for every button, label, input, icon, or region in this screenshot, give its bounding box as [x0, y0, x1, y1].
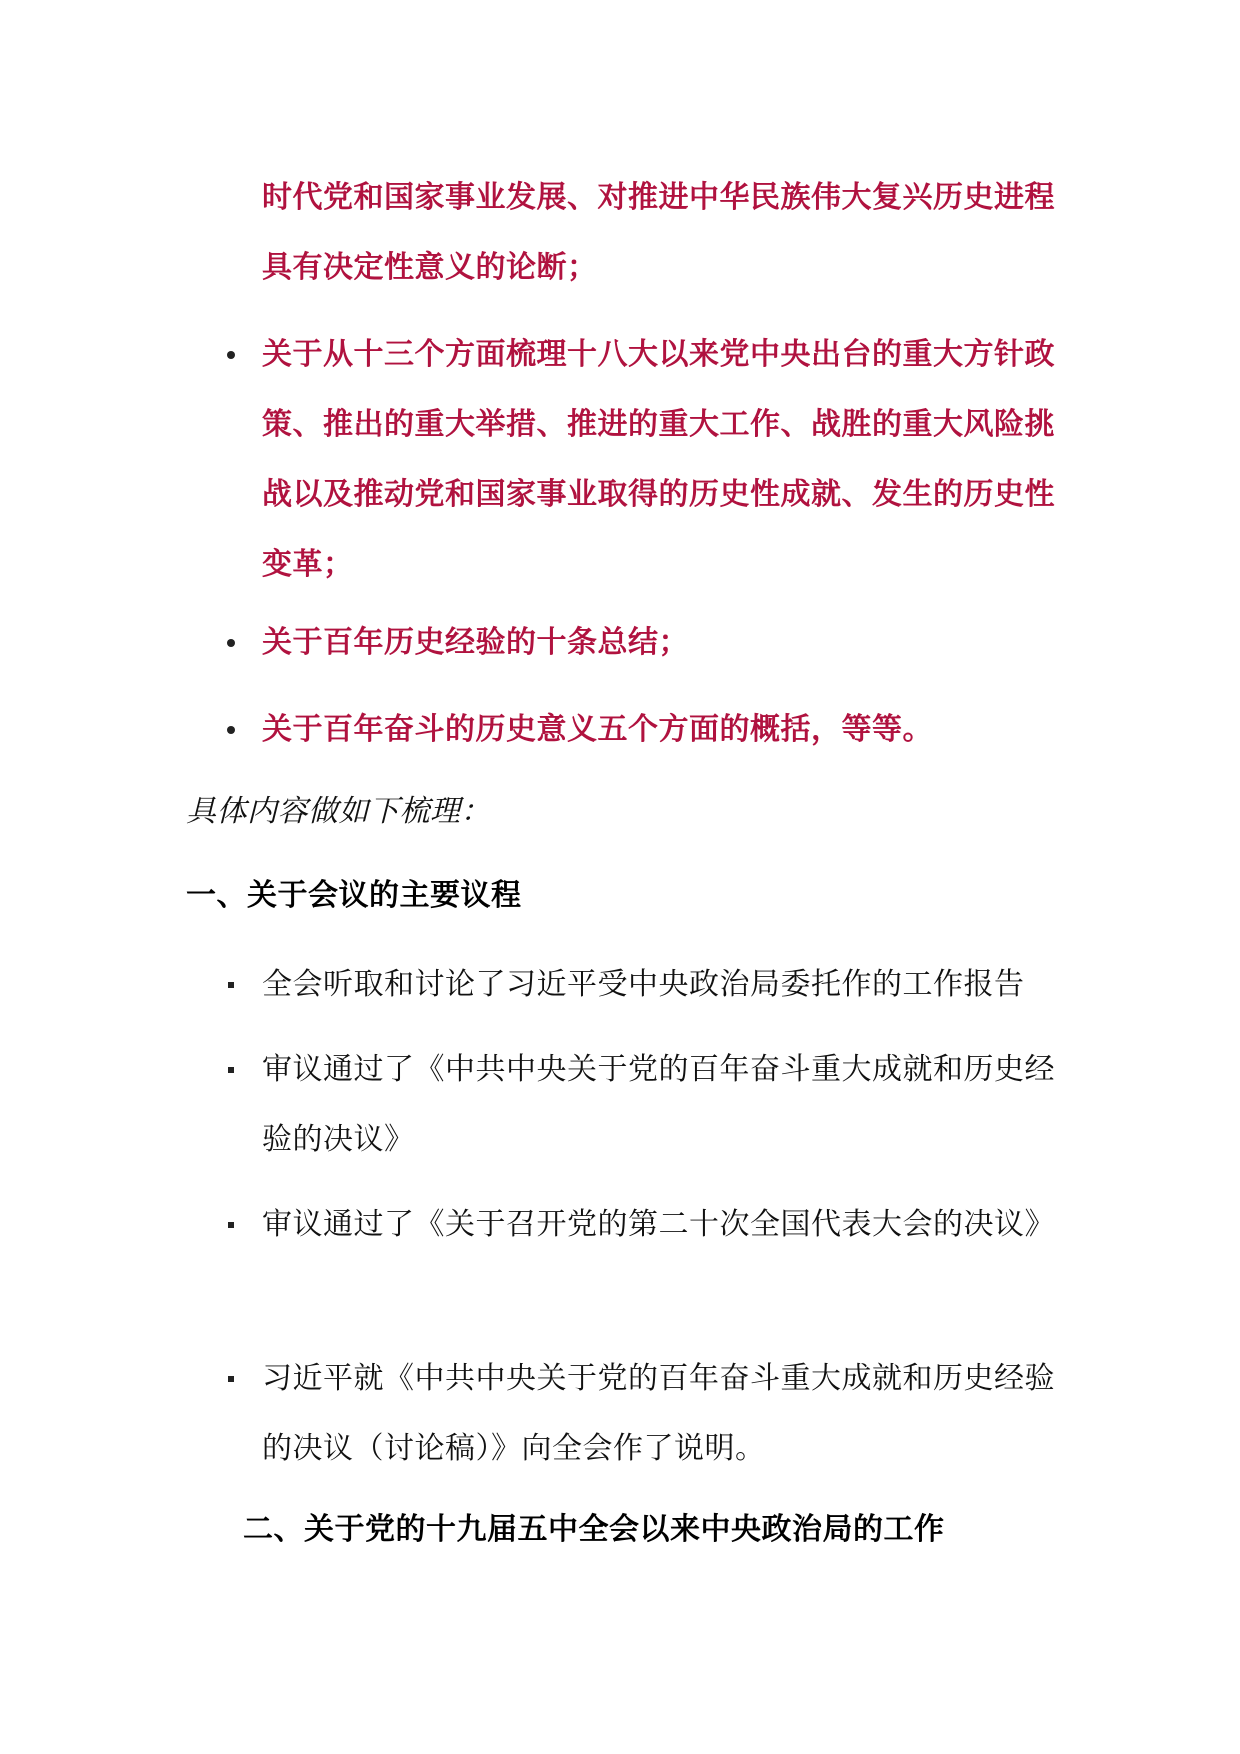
bullet-square-icon: [228, 1376, 234, 1382]
intro-text: 具体内容做如下梳理：: [186, 794, 491, 829]
section-2-heading: 二、关于党的十九届五中全会以来中央政治局的工作: [243, 1512, 945, 1547]
red-bullet-continuation: 时代党和国家事业发展、对推进中华民族伟大复兴历史进程具有决定性意义的论断；: [262, 180, 1055, 285]
bullet-dot-icon: [227, 726, 235, 734]
bullet-dot-icon: [227, 639, 235, 647]
list-item: 审议通过了《中共中央关于党的百年奋斗重大成就和历史经验的决议》: [262, 1052, 1055, 1157]
list-item: 审议通过了《关于召开党的第二十次全国代表大会的决议》: [262, 1207, 1055, 1242]
list-item: 习近平就《中共中央关于党的百年奋斗重大成就和历史经验的决议（讨论稿）》向全会作了说明。: [262, 1361, 1055, 1466]
bullet-square-icon: [228, 1067, 234, 1073]
section-1-heading: 一、关于会议的主要议程: [186, 878, 522, 913]
bullet-square-icon: [228, 1222, 234, 1228]
bullet-dot-icon: [227, 351, 235, 359]
red-bullet-item-3: 关于百年奋斗的历史意义五个方面的概括，等等。: [262, 712, 933, 747]
list-item: 全会听取和讨论了习近平受中央政治局委托作的工作报告: [262, 967, 1025, 1002]
red-bullet-item-2: 关于百年历史经验的十条总结；: [262, 625, 689, 660]
bullet-square-icon: [228, 982, 234, 988]
red-bullet-item-1: 关于从十三个方面梳理十八大以来党中央出台的重大方针政策、推出的重大举措、推进的重大工作、战胜的重大风险挑战以及推动党和国家事业取得的历史性成就、发生的历史性变革；: [262, 337, 1055, 582]
